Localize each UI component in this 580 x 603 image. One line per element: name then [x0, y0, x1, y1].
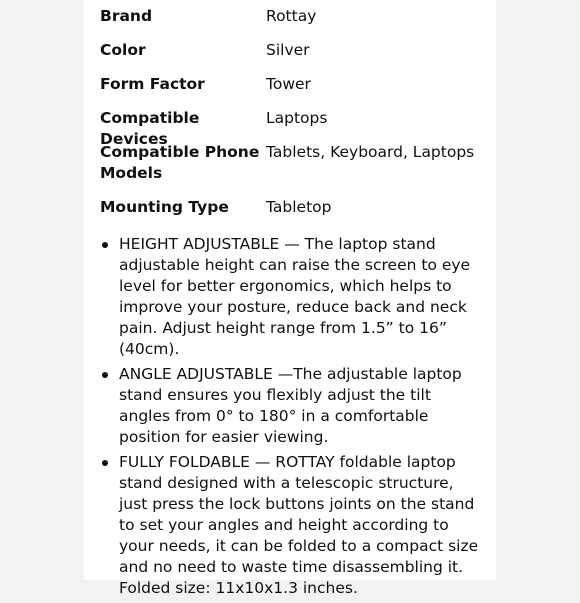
spec-label: Form Factor	[100, 75, 205, 93]
bullet-text: ANGLE ADJUSTABLE —The adjustable laptop stand ensures you flexibly adjust the tilt angles from 0° to 180° in a comfortable position for easier viewing.	[119, 365, 462, 446]
spec-value: Silver	[266, 41, 310, 59]
bullet-dot-icon	[102, 460, 108, 466]
spec-value: Tower	[266, 75, 311, 93]
spec-value: Rottay	[266, 7, 317, 25]
bullet-dot-icon	[102, 242, 108, 248]
spec-value: Tabletop	[266, 198, 332, 216]
spec-label: Compatible Phone Models	[100, 143, 260, 182]
spec-value: Tablets, Keyboard, Laptops	[266, 143, 475, 161]
spec-label: Color	[100, 41, 146, 59]
list-item	[100, 234, 480, 360]
list-item	[100, 364, 480, 448]
spec-label: Mounting Type	[100, 198, 229, 216]
spec-label: Compatible Devices	[100, 109, 200, 148]
bullet-dot-icon	[102, 372, 108, 378]
feature-bullet-list	[100, 234, 480, 603]
bullet-text: FULLY FOLDABLE — ROTTAY foldable laptop stand designed with a telescopic structure, just press the lock buttons joints on the stand to set your angles and height according to your needs, it can be folded to a compact size and no need to waste time disassembling it. Folded size: 11x10x1.3 inches.	[119, 453, 479, 597]
list-item	[100, 452, 480, 599]
bullet-text: HEIGHT ADJUSTABLE — The laptop stand adjustable height can raise the screen to eye level for better ergonomics, which helps to improve your posture, reduce back and neck pain. Adjust height range from 1.5” to 16” (40cm).	[119, 235, 471, 358]
product-details-panel	[84, 0, 496, 597]
spec-label: Brand	[100, 7, 153, 25]
spec-value: Laptops	[266, 109, 328, 127]
